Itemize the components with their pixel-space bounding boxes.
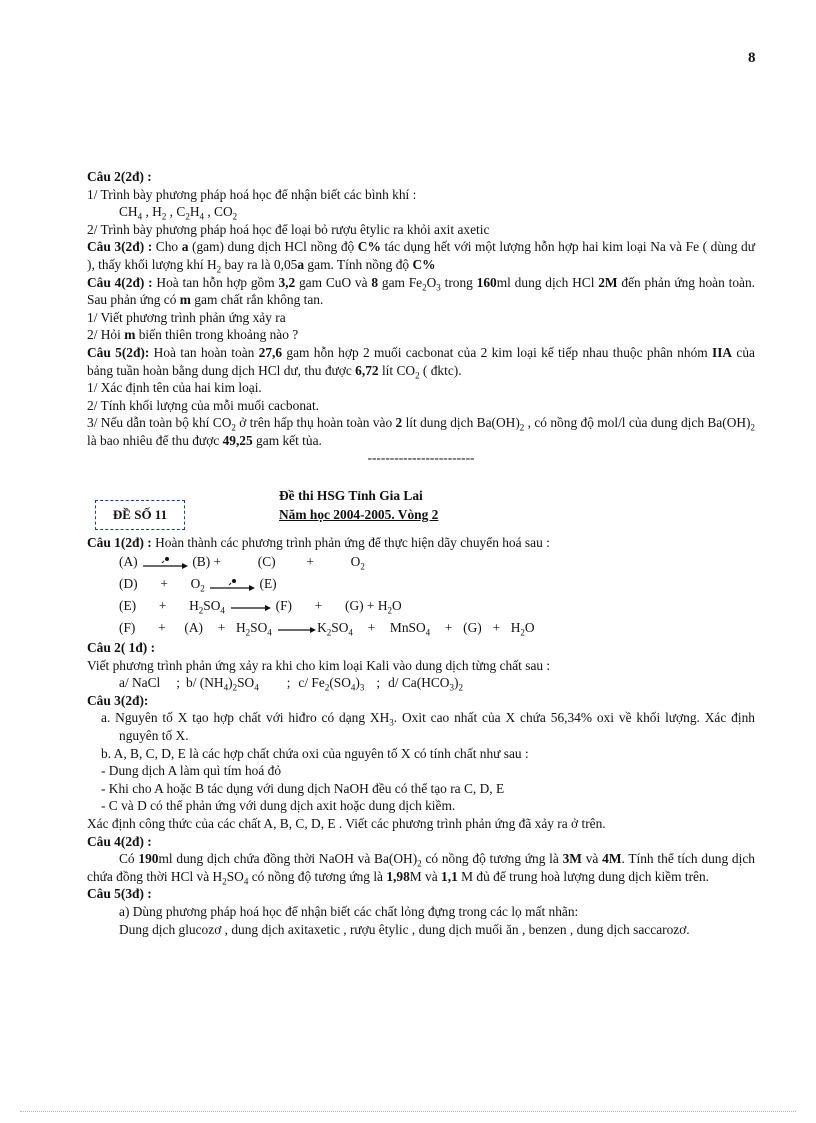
question-text: 2/ Trình bày phương pháp hoá học để loại bỏ rượu êtylic ra khỏi axit axetic xyxy=(87,221,490,237)
question-text: 1/ Viết phương trình phản ứng xảy ra xyxy=(87,309,286,325)
solution-list: a/ NaCl ; b/ $(NH_4)_2SO_4$ ; c/ $Fe_2(SO_4)_3$ ; d/ $Ca(HCO_3)_2$ xyxy=(119,675,463,693)
heat-arrow-icon xyxy=(208,577,256,593)
question-item-a: a. Nguyên tố X tạo hợp chất với hiđro có dạng $XH_3$. Oxit cao nhất của X chứa 56,34% oxi về khối lượng. Xác định nguyên tố X. xyxy=(101,710,755,744)
list-item: - C và D có thể phản ứng với dung dịch axit hoặc dung dịch kiềm. xyxy=(101,798,456,814)
question-text: Xác định công thức của các chất A, B, C, D, E . Viết các phương trình phản ứng đã xảy ra ở trên. xyxy=(87,816,606,832)
exam-title-line1: Đề thi HSG Tỉnh Gia Lai xyxy=(279,487,423,503)
question-4-body: Có 190ml dung dịch chứa đồng thời NaOH và $Ba(OH)_2$ có nồng độ tương ứng là 3M và 4M. Tính thể tích dung dịch chứa đồng thời HCl và $H_2SO_4$ có nồng độ tương ứng là 1,98M và 1,1 M đủ để trung hoà lượng dung dịch kiềm trên. xyxy=(87,851,755,887)
question-text: Dung dịch glucozơ , dung dịch axitaxetic , rượu êtylic , dung dịch muối ăn , benzen , dung dịch saccarozơ. xyxy=(119,921,690,937)
list-item: - Dung dịch A làm quì tím hoá đỏ xyxy=(101,763,282,779)
equation-3: $(E) + H_2SO_4$ $(F) + (G) + H_2O$ xyxy=(119,598,402,616)
exam-title xyxy=(279,486,438,524)
exam-header xyxy=(87,476,755,534)
heat-arrow-icon xyxy=(141,555,189,571)
page-bottom-divider xyxy=(20,1111,796,1112)
page-number: 8 xyxy=(748,50,756,66)
equation-2: $(D) + O_2$ (E) xyxy=(119,576,277,594)
arrow-icon xyxy=(228,599,272,615)
question-3: Câu 3(2đ) : Cho a (gam) dung dịch HCl nồng độ C% tác dụng hết với một lượng hỗn hợp hai kim loại Na và Fe ( dùng dư ), thấy khối lượng khí $H_2$ bay ra là 0,05a gam. Tính nồng độ C% xyxy=(87,239,755,275)
question-heading: Câu 5(3đ) : xyxy=(87,886,152,902)
question-text: Viết phương trình phản ứng xảy ra khi cho kim loại Kali vào dung dịch từng chất sau : xyxy=(87,657,551,673)
gas-list: $CH_4$ , $H_2$ , $C_2H_4$ , $CO_2$ xyxy=(119,204,238,222)
separator-line: ------------------------ xyxy=(367,449,475,465)
question-text: 1/ Trình bày phương pháp hoá học để nhận biết các bình khí : xyxy=(87,186,417,202)
question-heading: Câu 3(2đ): xyxy=(87,692,149,708)
arrow-icon xyxy=(275,621,317,637)
question-text: 2/ Hỏi m biến thiên trong khoảng nào ? xyxy=(87,327,299,343)
question-heading: Câu 2(2đ) : xyxy=(87,169,152,184)
question-item-b: b. A, B, C, D, E là các hợp chất chứa oxi của nguyên tố X có tính chất như sau : xyxy=(101,745,529,761)
question-text: a) Dùng phương pháp hoá học để nhận biết các chất lỏng đựng trong các lọ mất nhãn: xyxy=(119,904,579,919)
question-4: Câu 4(2đ) : Hoà tan hỗn hợp gồm 3,2 gam CuO và 8 gam $Fe_2O_3$ trong 160ml dung dịch HCl 2M đến phản ứng hoàn toàn. Sau phản ứng có m gam chất rắn không tan. xyxy=(87,274,756,308)
question-1: Câu 1(2đ) : Hoàn thành các phương trình phản ứng để thực hiện dãy chuyển hoá sau : xyxy=(87,534,550,550)
list-item: - Khi cho A hoặc B tác dụng với dung dịch NaOH đều có thể tạo ra C, D, E xyxy=(101,780,505,796)
equation-4: $(F) + (A) + H_2SO_4$ $K_2SO_4$ + MnSO$_4$ + $(G) + H_2O$ xyxy=(119,620,535,638)
question-heading: Câu 2( 1đ) : xyxy=(87,640,156,656)
exam-number-box: ĐỀ SỐ 11 xyxy=(95,500,185,530)
exam-title-line2: Năm học 2004-2005. Vòng 2 xyxy=(279,506,439,522)
document-body xyxy=(87,168,755,938)
question-text: 1/ Xác định tên của hai kim loại. xyxy=(87,380,262,396)
question-heading: Câu 4(2đ) : xyxy=(87,833,152,849)
question-text: 3/ Nếu dẫn toàn bộ khí $CO_2$ ở trên hấp thụ hoàn toàn vào 2 lít dung dịch $Ba(OH)_2$ , có nồng độ mol/l của dung dịch $Ba(OH)_2$ là bao nhiêu để thu được 49,25 gam kết tủa. xyxy=(87,415,756,448)
question-text: 2/ Tính khối lượng của mỗi muối cacbonat. xyxy=(87,397,320,413)
question-5: Câu 5(2đ): Hoà tan hoàn toàn 27,6 gam hỗn hợp 2 muối cacbonat của 2 kim loại kế tiếp nhau thuộc phân nhóm IIA của bảng tuần hoàn bằng dung dịch HCl dư, thu được 6,72 lít $CO_2$ ( đktc). xyxy=(87,344,755,381)
equation-1: (A) $(B) + (C) + O_2$ xyxy=(119,554,365,572)
